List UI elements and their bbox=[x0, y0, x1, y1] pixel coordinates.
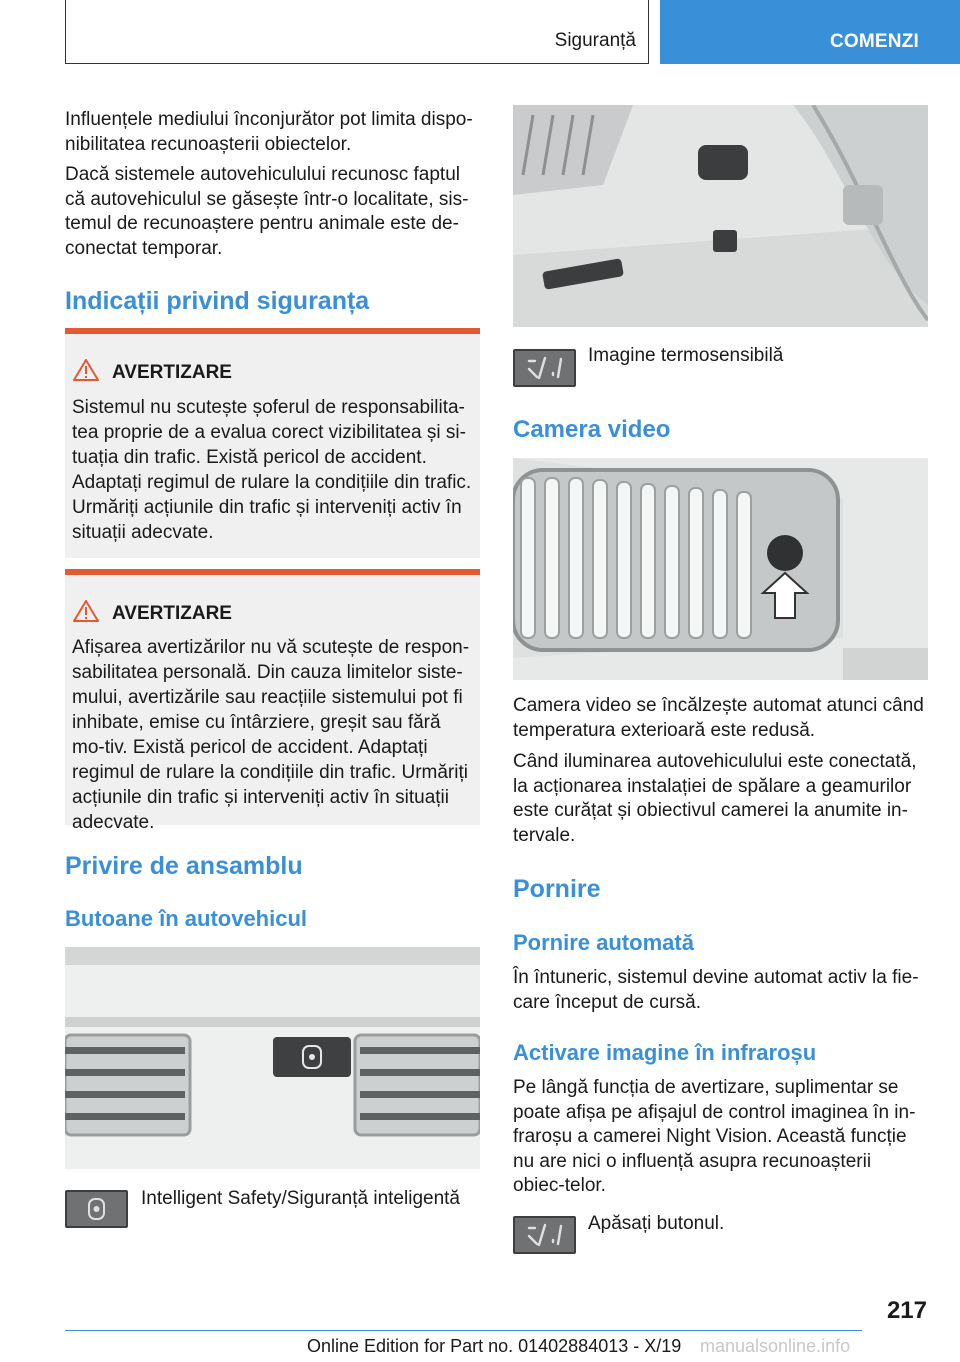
steering-column-buttons-image bbox=[513, 105, 928, 327]
header-chapter-label: COMENZI bbox=[830, 31, 920, 52]
grille-camera-image bbox=[513, 458, 928, 680]
intelligent-safety-button-icon bbox=[65, 1190, 128, 1228]
warning-1-title: AVERTIZARE bbox=[112, 362, 232, 383]
heading-video-camera: Camera video bbox=[513, 416, 671, 443]
camera-heating-paragraph: Camera video se încălzește automat atunci când temperatura exterioară este redusă. bbox=[513, 695, 924, 741]
subheading-infrared-activation: Activare imagine în infraroșu bbox=[513, 1040, 817, 1065]
night-vision-button-icon bbox=[513, 1216, 576, 1254]
warning-2-text: Afișarea avertizărilor nu vă scutește de respon-sabilitatea personală. Din cauza limitelor siste-mului, avertizările sau reacțiile sistemului pot fi inhibate, emise cu întârziere, greșit sau fără mo-tiv. Există pericol de accident. Adaptați regimul de rulare la condițiile din trafic. Urmăriți acțiunile din trafic și interveniți activ în situații adecvate. bbox=[72, 637, 470, 833]
paragraph-environment: Influențele mediului înconjurător pot limita dispo-nibilitatea recunoașterii obiectelor. bbox=[65, 109, 473, 155]
footer-divider bbox=[65, 1330, 862, 1331]
warning-box-1 bbox=[65, 328, 480, 558]
subheading-automatic-start: Pornire automată bbox=[513, 930, 694, 955]
warning-triangle-icon bbox=[73, 599, 99, 623]
intelligent-safety-caption: Intelligent Safety/Siguranță inteligentă bbox=[141, 1188, 460, 1209]
header-section-title: Siguranță bbox=[554, 30, 636, 51]
warning-triangle-icon bbox=[73, 358, 99, 382]
page-number: 217 bbox=[886, 1297, 927, 1324]
warning-box-2 bbox=[65, 569, 480, 833]
header-section-box bbox=[65, 0, 649, 64]
header-chapter-tab[interactable] bbox=[660, 0, 960, 64]
camera-cleaning-paragraph: Când iluminarea autovehiculului este conectată, la acționarea instalației de spălare a geamurilor este curățat și obiectivul camerei la anumite in-tervale. bbox=[513, 751, 917, 846]
heading-overview: Privire de ansamblu bbox=[65, 852, 303, 880]
subheading-buttons-in-vehicle: Butoane în autovehicul bbox=[65, 906, 308, 931]
night-vision-button-icon bbox=[513, 349, 576, 387]
warning-2-title: AVERTIZARE bbox=[112, 603, 232, 624]
footer-watermark: manualsonline.info bbox=[700, 1336, 851, 1356]
dashboard-buttons-image bbox=[65, 947, 480, 1169]
heading-start: Pornire bbox=[513, 875, 601, 903]
press-button-instruction: Apăsați butonul. bbox=[588, 1213, 725, 1234]
paragraph-locality: Dacă sistemele autovehiculului recunosc faptul că autovehiculul se găsește într-o localitate, sis-temul de recunoaștere pentru animale este de-conectat temporar. bbox=[65, 164, 469, 259]
automatic-start-paragraph: În întuneric, sistemul devine automat activ la fie-care început de cursă. bbox=[513, 967, 919, 1013]
heading-safety-notes: Indicații privind siguranța bbox=[65, 287, 370, 315]
thermal-image-caption: Imagine termosensibilă bbox=[588, 345, 784, 366]
warning-1-text: Sistemul nu scutește șoferul de responsabilita-tea proprie de a evalua corect vizibilitatea și si-tuația din trafic. Există pericol de accident. Adaptați regimul de rulare la condițiile din trafic. Urmăriți acțiunile din trafic și interveniți activ în situații adecvate. bbox=[72, 397, 472, 543]
infrared-paragraph: Pe lângă funcția de avertizare, suplimentar se poate afișa pe afișajul de control imaginea în in-fraroșu a camerei Night Vision. Această funcție nu are nici o influență asupra recunoașterii obiec-telor. bbox=[513, 1077, 916, 1196]
footer-edition: Online Edition for Part no. 01402884013 - X/19 bbox=[307, 1336, 682, 1356]
